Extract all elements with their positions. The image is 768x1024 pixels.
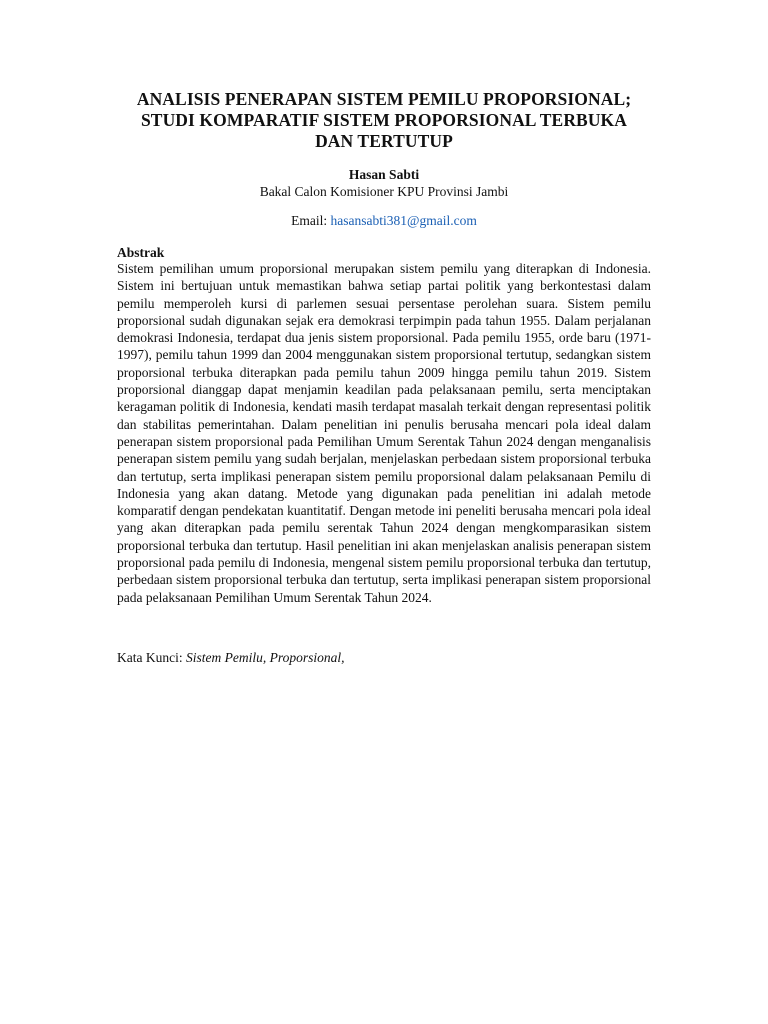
title-line-2: STUDI KOMPARATIF SISTEM PROPORSIONAL TERBUKA [140, 110, 628, 130]
email-label: Email: [291, 213, 331, 228]
paper-title [110, 89, 658, 152]
keywords-label: Kata Kunci: [117, 650, 186, 665]
email-link[interactable]: hasansabti381@gmail.com [330, 213, 477, 228]
keywords-line [117, 649, 344, 666]
title-line-3: DAN TERTUTUP [315, 131, 453, 151]
email-line [0, 212, 768, 229]
abstract-body: Sistem pemilihan umum proporsional merupakan sistem pemilu yang diterapkan di Indonesia. Sistem ini bertujuan untuk memastikan bahwa setiap partai politik yang berkontestasi dalam pemilu memperoleh kursi di parlemen sesuai persentase perolehan suara. Sistem pemilu proporsional sudah digunakan sejak era demokrasi terpimpin pada tahun 1955. Dalam perjalanan demokrasi Indonesia, terdapat dua jenis sistem proporsional. Pada pemilu 1955, orde baru (1971-1997), pemilu tahun 1999 dan 2004 menggunakan sistem proporsional tertutup, sedangkan sistem proporsional terbuka diterapkan pada pemilu tahun 2009 hingga pemilu tahun 2019. Sistem proporsional dianggap dapat menjamin keadilan pada pelaksanaan pemilu, serta menciptakan keragaman politik di Indonesia, kendati masih terdapat masalah terkait dengan representasi politik dan stabilitas pemerintahan. Dalam penelitian ini penulis berusaha mencari pola ideal dalam penerapan sistem proporsional pada Pemilihan Umum Serentak Tahun 2024 dengan menganalisis penerapan sistem pemilu yang sudah berjalan, menjelaskan perbedaan sistem proporsional terbuka dan tertutup, serta implikasi penerapan sistem pemilu proporsional dalam pelaksanaan Pemilu di Indonesia yang akan datang. Metode yang digunakan pada penelitian ini adalah metode komparatif dengan pendekatan kuantitatif. Dengan metode ini peneliti berusaha mencari pola ideal yang akan diterapkan pada pemilu serentak Tahun 2024 dengan mengkomparasikan sistem proporsional terbuka dan tertutup. Hasil penelitian ini akan menjelaskan analisis penerapan sistem proporsional pada pemilu di Indonesia, mengenal sistem pemilu proporsional terbuka dan tertutup, perbedaan sistem proporsional terbuka dan tertutup, serta implikasi penerapan sistem proporsional pada pelaksanaan Pemilihan Umum Serentak Tahun 2024. [117, 261, 651, 605]
author-name: Hasan Sabti [348, 167, 420, 182]
abstract-heading: Abstrak [117, 245, 165, 260]
keywords-values: Sistem Pemilu, Proporsional, [185, 650, 345, 665]
title-line-1: ANALISIS PENERAPAN SISTEM PEMILU PROPORSIONAL; [136, 89, 632, 109]
author-affiliation: Bakal Calon Komisioner KPU Provinsi Jambi [259, 184, 509, 199]
